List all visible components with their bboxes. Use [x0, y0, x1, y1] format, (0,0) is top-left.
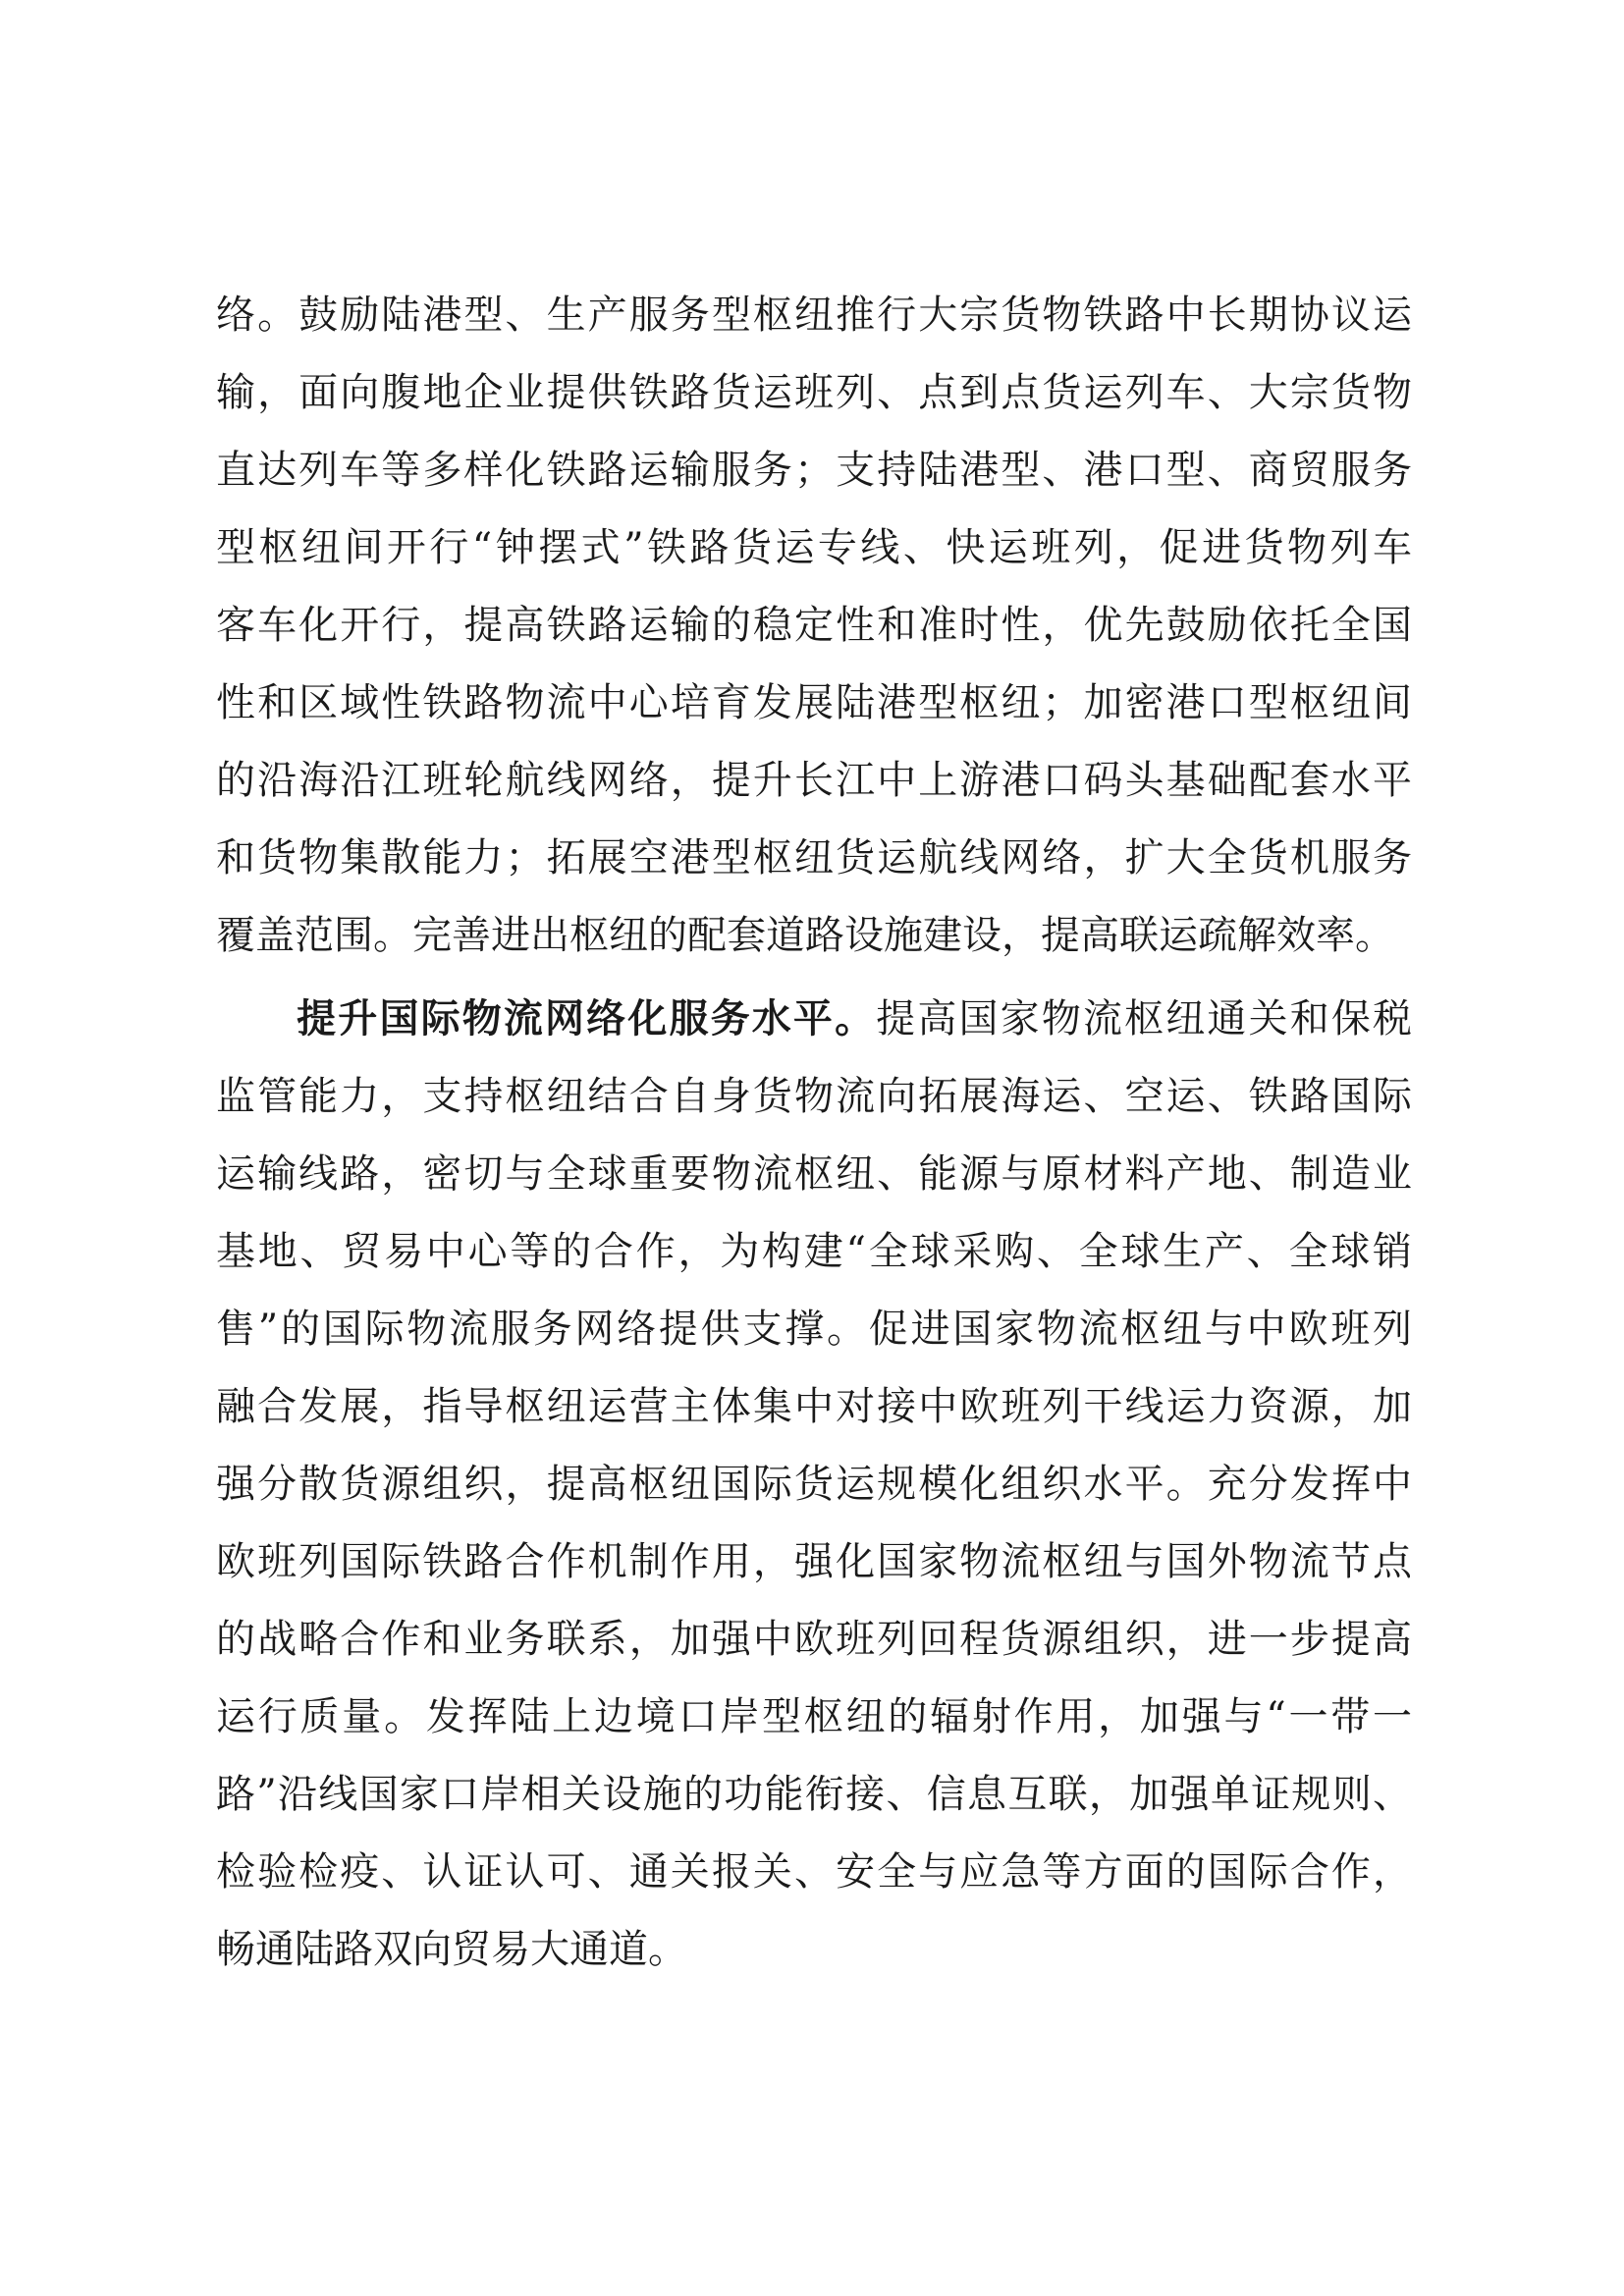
first-line-text: 提高国家物流枢纽通关和保税: [876, 996, 1412, 1041]
text-line: 检验检疫、认证认可、通关报关、安全与应急等方面的国际合作，: [216, 1849, 1412, 1895]
text-line: 强分散货源组织，提高枢纽国际货运规模化组织水平。充分发挥中: [216, 1462, 1412, 1507]
text-line: 欧班列国际铁路合作机制作用，强化国家物流枢纽与国外物流节点: [216, 1539, 1412, 1584]
text-line: 输，面向腹地企业提供铁路货运班列、点到点货运列车、大宗货物: [216, 370, 1412, 415]
text-line: 的沿海沿江班轮航线网络，提升长江中上游港口码头基础配套水平: [216, 758, 1412, 803]
text-line: 的战略合作和业务联系，加强中欧班列回程货源组织，进一步提高: [216, 1617, 1412, 1662]
text-line: 型枢纽间开行“钟摆式”铁路货运专线、快运班列，促进货物列车: [216, 525, 1412, 570]
text-line: 覆盖范围。完善进出枢纽的配套道路设施建设，提高联运疏解效率。: [216, 913, 1394, 958]
text-line: 监管能力，支持枢纽结合自身货物流向拓展海运、空运、铁路国际: [216, 1074, 1412, 1119]
text-line: 客车化开行，提高铁路运输的稳定性和准时性，优先鼓励依托全国: [216, 603, 1412, 648]
text-line: 性和区域性铁路物流中心培育发展陆港型枢纽；加密港口型枢纽间: [216, 680, 1412, 725]
document-body: [216, 277, 1412, 1989]
paragraph-2: [216, 981, 1412, 1989]
text-line: 直达列车等多样化铁路运输服务；支持陆港型、港口型、商贸服务: [216, 448, 1412, 493]
text-line: 售”的国际物流服务网络提供支撑。促进国家物流枢纽与中欧班列: [216, 1307, 1412, 1352]
text-line: 络。鼓励陆港型、生产服务型枢纽推行大宗货物铁路中长期协议运: [216, 293, 1412, 338]
text-line: 运行质量。发挥陆上边境口岸型枢纽的辐射作用，加强与“一带一: [216, 1694, 1412, 1739]
text-line: 运输线路，密切与全球重要物流枢纽、能源与原材料产地、制造业: [216, 1151, 1412, 1197]
paragraph-1: [216, 277, 1412, 975]
text-line: 路”沿线国家口岸相关设施的功能衔接、信息互联，加强单证规则、: [216, 1772, 1412, 1817]
text-line: 基地、贸易中心等的合作，为构建“全球采购、全球生产、全球销: [216, 1229, 1412, 1274]
text-line: 畅通陆路双向贸易大通道。: [216, 1927, 687, 1972]
text-line: 融合发展，指导枢纽运营主体集中对接中欧班列干线运力资源，加: [216, 1384, 1412, 1429]
text-line: 和货物集散能力；拓展空港型枢纽货运航线网络，扩大全货机服务: [216, 835, 1412, 881]
section-lead-heading: 提升国际物流网络化服务水平。: [295, 996, 877, 1041]
paragraph-2-first-line: [216, 981, 1412, 1058]
